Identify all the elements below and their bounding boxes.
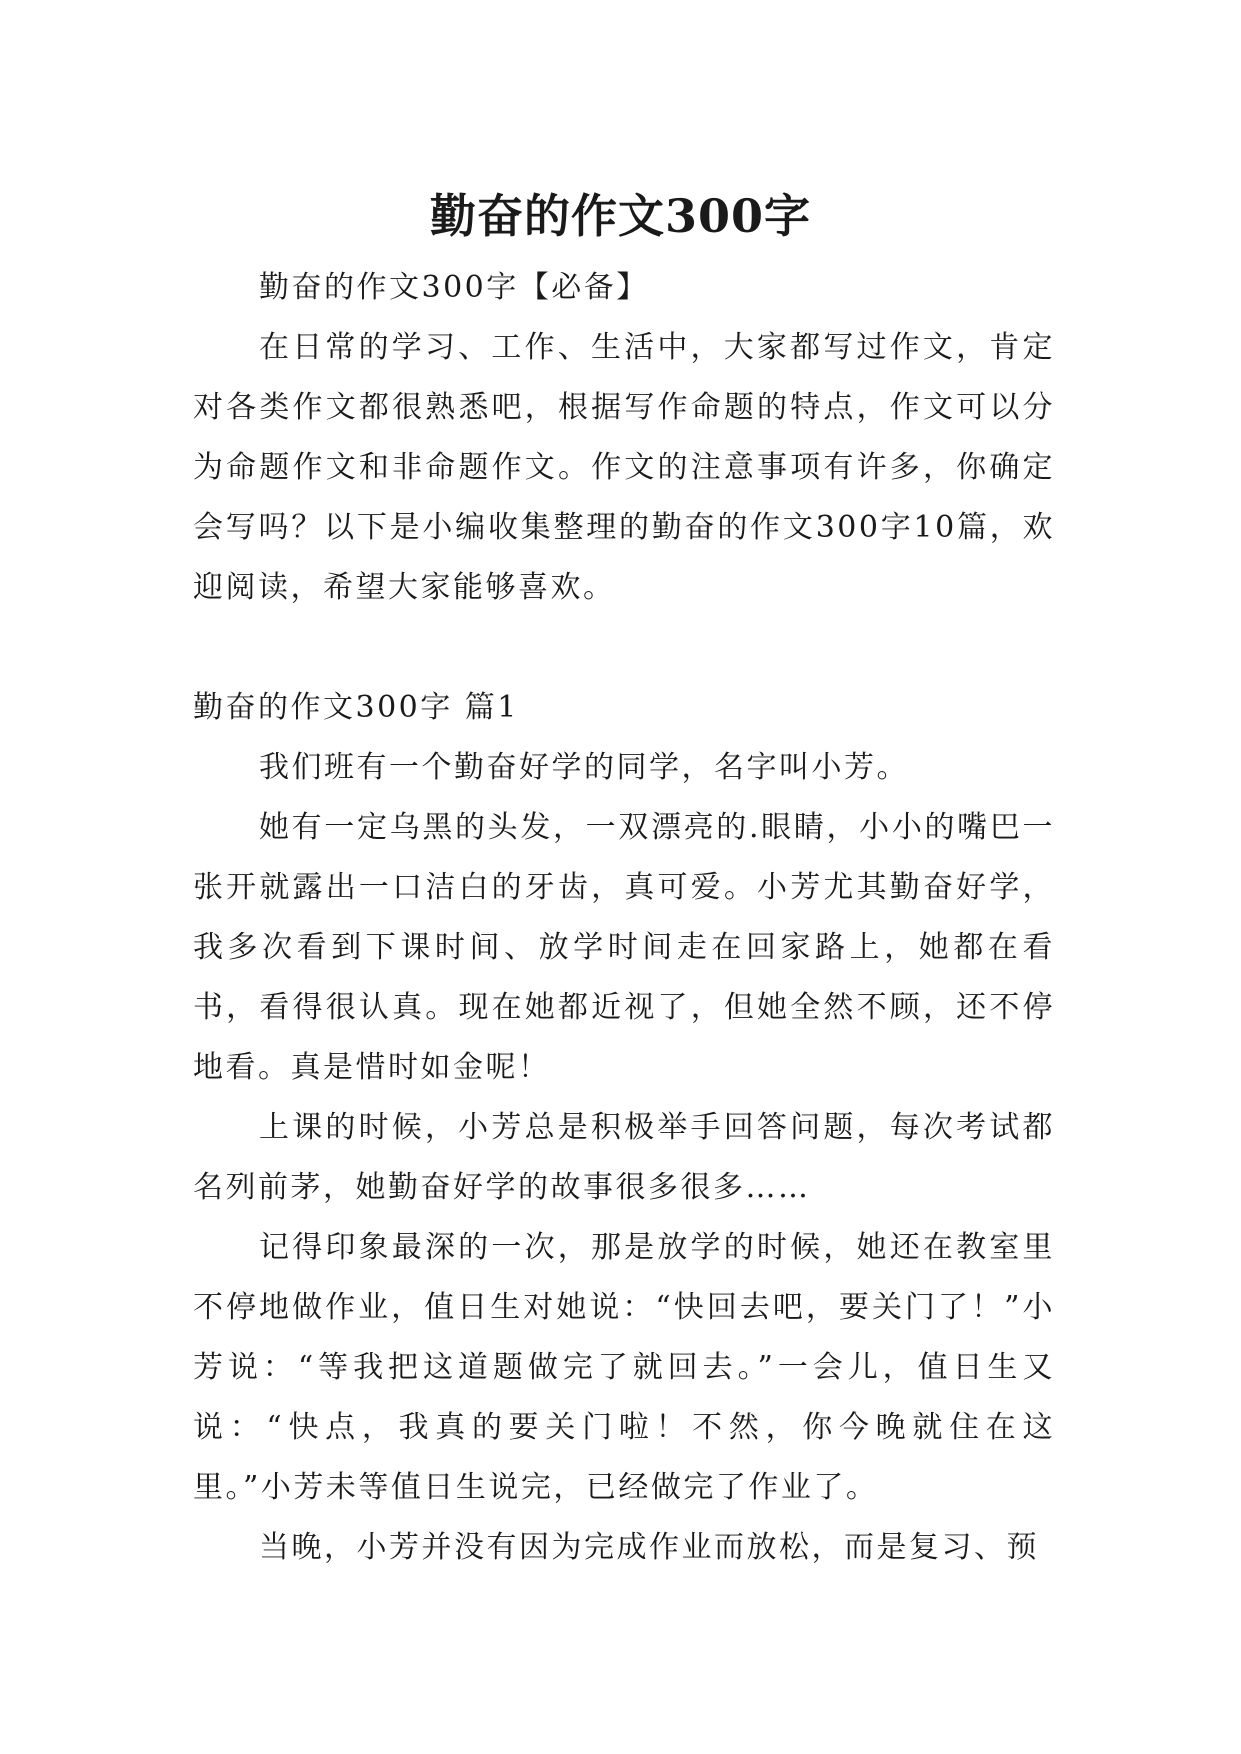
document-title: 勤奋的作文300字 (429, 188, 812, 243)
intro-heading: 勤奋的作文300字【必备】 (259, 270, 649, 305)
body-paragraph: 她有一定乌黑的头发，一双漂亮的.眼睛，小小的嘴巴一张开就露出一口洁白的牙齿，真可爱。小芳尤其勤奋好学，我多次看到下课时间、放学时间走在回家路上，她都在看书，看得很认真。现在她都近视了，但她全然不顾，还不停地看。真是惜时如金呢！ (193, 810, 1055, 1085)
body-paragraph: 我们班有一个勤奋好学的同学，名字叫小芳。 (259, 750, 909, 785)
document-body (193, 258, 1055, 1578)
section-heading: 勤奋的作文300字 篇1 (193, 690, 519, 725)
body-paragraph: 记得印象最深的一次，那是放学的时候，她还在教室里不停地做作业，值日生对她说：“快回去吧，要关门了！”小芳说：“等我把这道题做完了就回去。”一会儿，值日生又说：“快点，我真的要关门啦！不然，你今晚就住在这里。”小芳未等值日生说完，已经做完了作业了。 (193, 1230, 1055, 1505)
paragraph-spacer (193, 618, 1055, 678)
intro-paragraph: 在日常的学习、工作、生活中，大家都写过作文，肯定对各类作文都很熟悉吧，根据写作命题的特点，作文可以分为命题作文和非命题作文。作文的注意事项有许多，你确定会写吗？以下是小编收集整理的勤奋的作文300字10篇，欢迎阅读，希望大家能够喜欢。 (193, 330, 1055, 605)
body-paragraph: 上课的时候，小芳总是积极举手回答问题，每次考试都名列前茅，她勤奋好学的故事很多很多…… (193, 1110, 1055, 1205)
body-paragraph: 当晚，小芳并没有因为完成作业而放松，而是复习、预 (259, 1530, 1039, 1565)
